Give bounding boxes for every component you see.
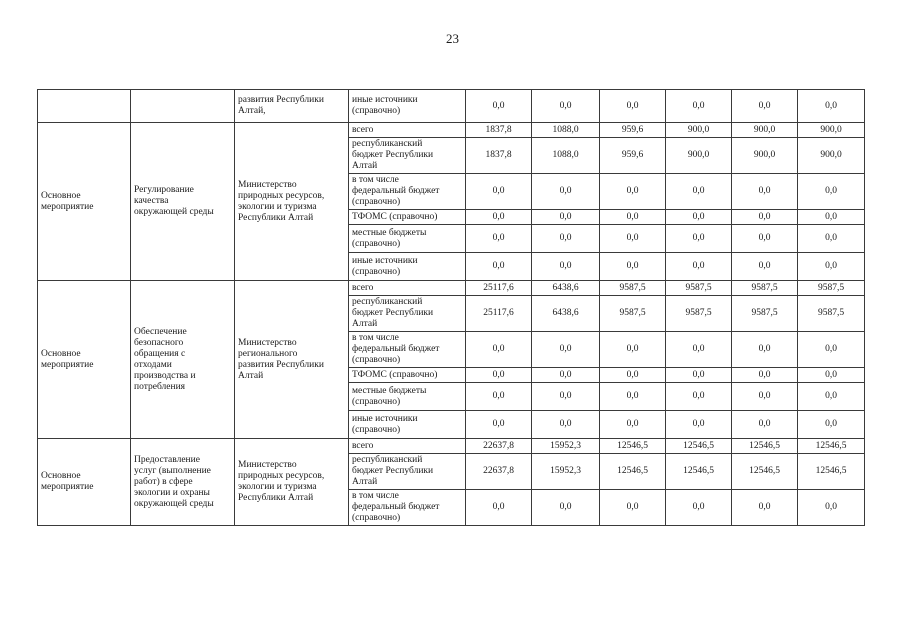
table-row (38, 281, 865, 296)
value-cell: 0,0 (466, 332, 532, 368)
executor-cell: Министерство природных ресурсов, экологии и туризма Республики Алтай (235, 439, 349, 526)
budget-table (37, 89, 865, 526)
value-cell: 1088,0 (532, 138, 600, 174)
value-cell: 0,0 (600, 411, 666, 439)
value-cell: 9587,5 (798, 296, 865, 332)
table-row (38, 90, 865, 123)
value-cell: 1088,0 (532, 123, 600, 138)
event-type-cell: Основное мероприятие (38, 281, 131, 439)
value-cell: 0,0 (798, 90, 865, 123)
page-number: 23 (446, 31, 459, 46)
value-cell: 0,0 (600, 332, 666, 368)
value-cell: 900,0 (666, 138, 732, 174)
value-cell: 22637,8 (466, 454, 532, 490)
source-cell: всего (349, 281, 466, 296)
value-cell: 0,0 (532, 368, 600, 383)
value-cell: 0,0 (532, 225, 600, 253)
value-cell: 12546,5 (666, 439, 732, 454)
value-cell: 9587,5 (732, 281, 798, 296)
value-cell: 0,0 (666, 90, 732, 123)
value-cell: 0,0 (666, 490, 732, 526)
value-cell: 0,0 (466, 90, 532, 123)
value-cell: 0,0 (732, 225, 798, 253)
value-cell: 0,0 (466, 490, 532, 526)
source-cell: ТФОМС (справочно) (349, 210, 466, 225)
source-cell: местные бюджеты (справочно) (349, 225, 466, 253)
value-cell: 12546,5 (600, 454, 666, 490)
value-cell: 1837,8 (466, 123, 532, 138)
value-cell: 0,0 (532, 383, 600, 411)
value-cell: 0,0 (666, 332, 732, 368)
value-cell: 0,0 (600, 210, 666, 225)
source-cell: республиканский бюджет Республики Алтай (349, 138, 466, 174)
value-cell: 0,0 (466, 225, 532, 253)
value-cell: 0,0 (798, 368, 865, 383)
value-cell: 0,0 (732, 411, 798, 439)
value-cell: 0,0 (466, 368, 532, 383)
value-cell: 0,0 (666, 368, 732, 383)
source-cell: ТФОМС (справочно) (349, 368, 466, 383)
value-cell: 0,0 (732, 383, 798, 411)
value-cell: 0,0 (532, 90, 600, 123)
source-cell: в том числе федеральный бюджет (справочно) (349, 490, 466, 526)
value-cell: 0,0 (466, 210, 532, 225)
value-cell: 12546,5 (798, 454, 865, 490)
value-cell: 0,0 (732, 490, 798, 526)
value-cell: 900,0 (798, 138, 865, 174)
value-cell: 0,0 (732, 368, 798, 383)
value-cell: 0,0 (666, 253, 732, 281)
value-cell: 0,0 (666, 383, 732, 411)
value-cell: 0,0 (466, 411, 532, 439)
value-cell: 0,0 (466, 253, 532, 281)
name-cell (131, 90, 235, 123)
value-cell: 15952,3 (532, 454, 600, 490)
value-cell: 959,6 (600, 138, 666, 174)
executor-cell: Министерство природных ресурсов, экологии и туризма Республики Алтай (235, 123, 349, 281)
value-cell: 0,0 (732, 253, 798, 281)
value-cell: 25117,6 (466, 296, 532, 332)
value-cell: 0,0 (532, 174, 600, 210)
value-cell: 0,0 (600, 225, 666, 253)
value-cell: 0,0 (798, 411, 865, 439)
value-cell: 900,0 (732, 123, 798, 138)
source-cell: иные источники (справочно) (349, 253, 466, 281)
value-cell: 9587,5 (666, 281, 732, 296)
value-cell: 12546,5 (732, 454, 798, 490)
source-cell: местные бюджеты (справочно) (349, 383, 466, 411)
value-cell: 0,0 (532, 210, 600, 225)
event-name-cell: Регулирование качества окружающей среды (131, 123, 235, 281)
value-cell: 25117,6 (466, 281, 532, 296)
value-cell: 12546,5 (798, 439, 865, 454)
source-cell: республиканский бюджет Республики Алтай (349, 296, 466, 332)
source-cell: в том числе федеральный бюджет (справочно) (349, 174, 466, 210)
event-name-cell: Обеспечение безопасного обращения с отходами производства и потребления (131, 281, 235, 439)
value-cell: 22637,8 (466, 439, 532, 454)
value-cell: 0,0 (600, 90, 666, 123)
source-cell: иные источники (справочно) (349, 90, 466, 123)
value-cell: 0,0 (732, 210, 798, 225)
value-cell: 9587,5 (666, 296, 732, 332)
value-cell: 12546,5 (600, 439, 666, 454)
value-cell: 9587,5 (600, 296, 666, 332)
value-cell: 900,0 (666, 123, 732, 138)
value-cell: 959,6 (600, 123, 666, 138)
source-cell: всего (349, 123, 466, 138)
executor-cell: Министерство регионального развития Республики Алтай (235, 281, 349, 439)
value-cell: 0,0 (600, 490, 666, 526)
value-cell: 0,0 (798, 332, 865, 368)
value-cell: 0,0 (798, 253, 865, 281)
source-cell: республиканский бюджет Республики Алтай (349, 454, 466, 490)
value-cell: 15952,3 (532, 439, 600, 454)
event-name-cell: Предоставление услуг (выполнение работ) в сфере экологии и охраны окружающей среды (131, 439, 235, 526)
value-cell: 0,0 (600, 253, 666, 281)
value-cell: 0,0 (600, 383, 666, 411)
value-cell: 0,0 (466, 383, 532, 411)
value-cell: 0,0 (666, 210, 732, 225)
value-cell: 0,0 (798, 490, 865, 526)
value-cell: 0,0 (798, 174, 865, 210)
value-cell: 0,0 (600, 368, 666, 383)
value-cell: 0,0 (532, 253, 600, 281)
value-cell: 0,0 (798, 383, 865, 411)
value-cell: 0,0 (532, 411, 600, 439)
source-cell: в том числе федеральный бюджет (справочно) (349, 332, 466, 368)
source-cell: иные источники (справочно) (349, 411, 466, 439)
value-cell: 0,0 (732, 332, 798, 368)
value-cell: 0,0 (466, 174, 532, 210)
value-cell: 0,0 (798, 210, 865, 225)
event-type-cell: Основное мероприятие (38, 439, 131, 526)
executor-cell: развития Республики Алтай, (235, 90, 349, 123)
value-cell: 9587,5 (732, 296, 798, 332)
event-type-cell: Основное мероприятие (38, 123, 131, 281)
value-cell: 900,0 (798, 123, 865, 138)
source-cell: всего (349, 439, 466, 454)
table-row (38, 439, 865, 454)
value-cell: 0,0 (532, 490, 600, 526)
type-cell (38, 90, 131, 123)
value-cell: 0,0 (600, 174, 666, 210)
value-cell: 0,0 (666, 225, 732, 253)
value-cell: 0,0 (798, 225, 865, 253)
value-cell: 12546,5 (732, 439, 798, 454)
table-row (38, 123, 865, 138)
value-cell: 6438,6 (532, 281, 600, 296)
value-cell: 0,0 (532, 332, 600, 368)
value-cell: 0,0 (732, 174, 798, 210)
value-cell: 0,0 (732, 90, 798, 123)
value-cell: 900,0 (732, 138, 798, 174)
value-cell: 0,0 (666, 174, 732, 210)
value-cell: 9587,5 (600, 281, 666, 296)
value-cell: 9587,5 (798, 281, 865, 296)
value-cell: 12546,5 (666, 454, 732, 490)
value-cell: 6438,6 (532, 296, 600, 332)
value-cell: 1837,8 (466, 138, 532, 174)
value-cell: 0,0 (666, 411, 732, 439)
